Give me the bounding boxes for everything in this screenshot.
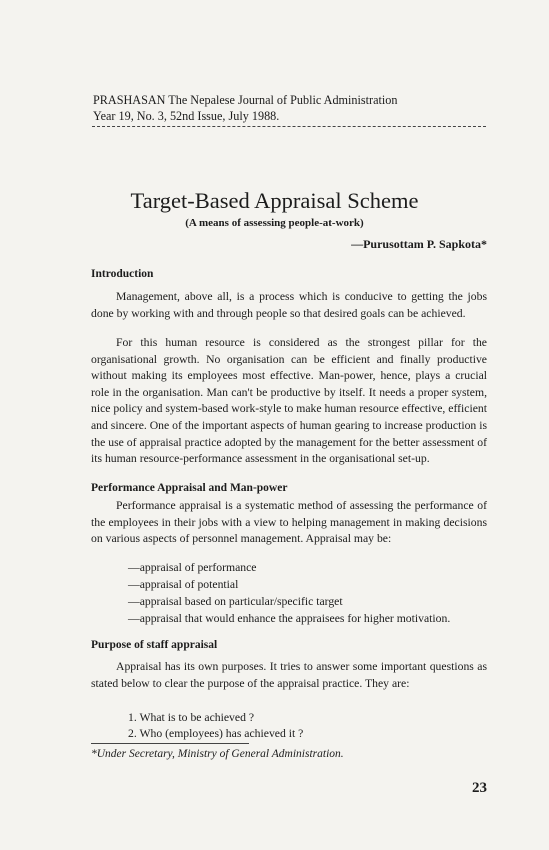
appraisal-list-item: —appraisal based on particular/specific target: [128, 595, 343, 608]
heading-purpose: Purpose of staff appraisal: [91, 639, 218, 651]
footnote-rule: [91, 743, 249, 744]
purpose-paragraph-1: Appraisal has its own purposes. It tries to answer some important questions as stated below to clear the purpose of the appraisal practice. They are:: [91, 660, 487, 690]
heading-performance-appraisal: Performance Appraisal and Man-power: [91, 482, 288, 494]
page-number: 23: [472, 780, 487, 796]
issue-info: Year 19, No. 3, 52nd Issue, July 1988.: [93, 109, 280, 123]
article-title: Target-Based Appraisal Scheme: [130, 188, 419, 213]
appraisal-list-item: —appraisal of performance: [128, 561, 257, 574]
running-header: [93, 92, 493, 124]
article-subtitle: (A means of assessing people-at-work): [185, 217, 364, 229]
intro-paragraph-2: For this human resource is considered as the strongest pillar for the organisational growth. No organisation can be efficient and finally productive without making its employees most effective. Man-power, hence, plays a crucial role in the organisation. Man can't be productive by itself. It needs a proper system, nice policy and system-based work-style to make human resource effective, efficient and sincere. One of the important aspects of human gearing to increase production is the use of appraisal practice adopted by the management for the better assessment of its human resource-performance assessment in the organisational set-up.: [91, 336, 487, 466]
author-name: —Purusottam P. Sapkota*: [351, 237, 487, 251]
author-footnote: *Under Secretary, Ministry of General Administration.: [91, 748, 344, 760]
purpose-question-item: 2. Who (employees) has achieved it ?: [128, 727, 304, 740]
appraisal-list-item: —appraisal of potential: [128, 578, 239, 591]
appraisal-list-item: —appraisal that would enhance the appraisees for higher motivation.: [128, 612, 451, 625]
header-rule: [92, 126, 486, 127]
heading-introduction: Introduction: [91, 268, 154, 280]
purpose-question-item: 1. What is to be achieved ?: [128, 711, 255, 724]
performance-paragraph-1: Performance appraisal is a systematic method of assessing the performance of the employees in their jobs with a view to helping management in making decisions on various aspects of personnel management. Appraisal may be:: [91, 499, 487, 546]
journal-name: PRASHASAN The Nepalese Journal of Public Administration: [93, 93, 398, 107]
intro-paragraph-1: Management, above all, is a process which is conducive to getting the jobs done by working with and through people so that desired goals can be achieved.: [91, 290, 487, 320]
